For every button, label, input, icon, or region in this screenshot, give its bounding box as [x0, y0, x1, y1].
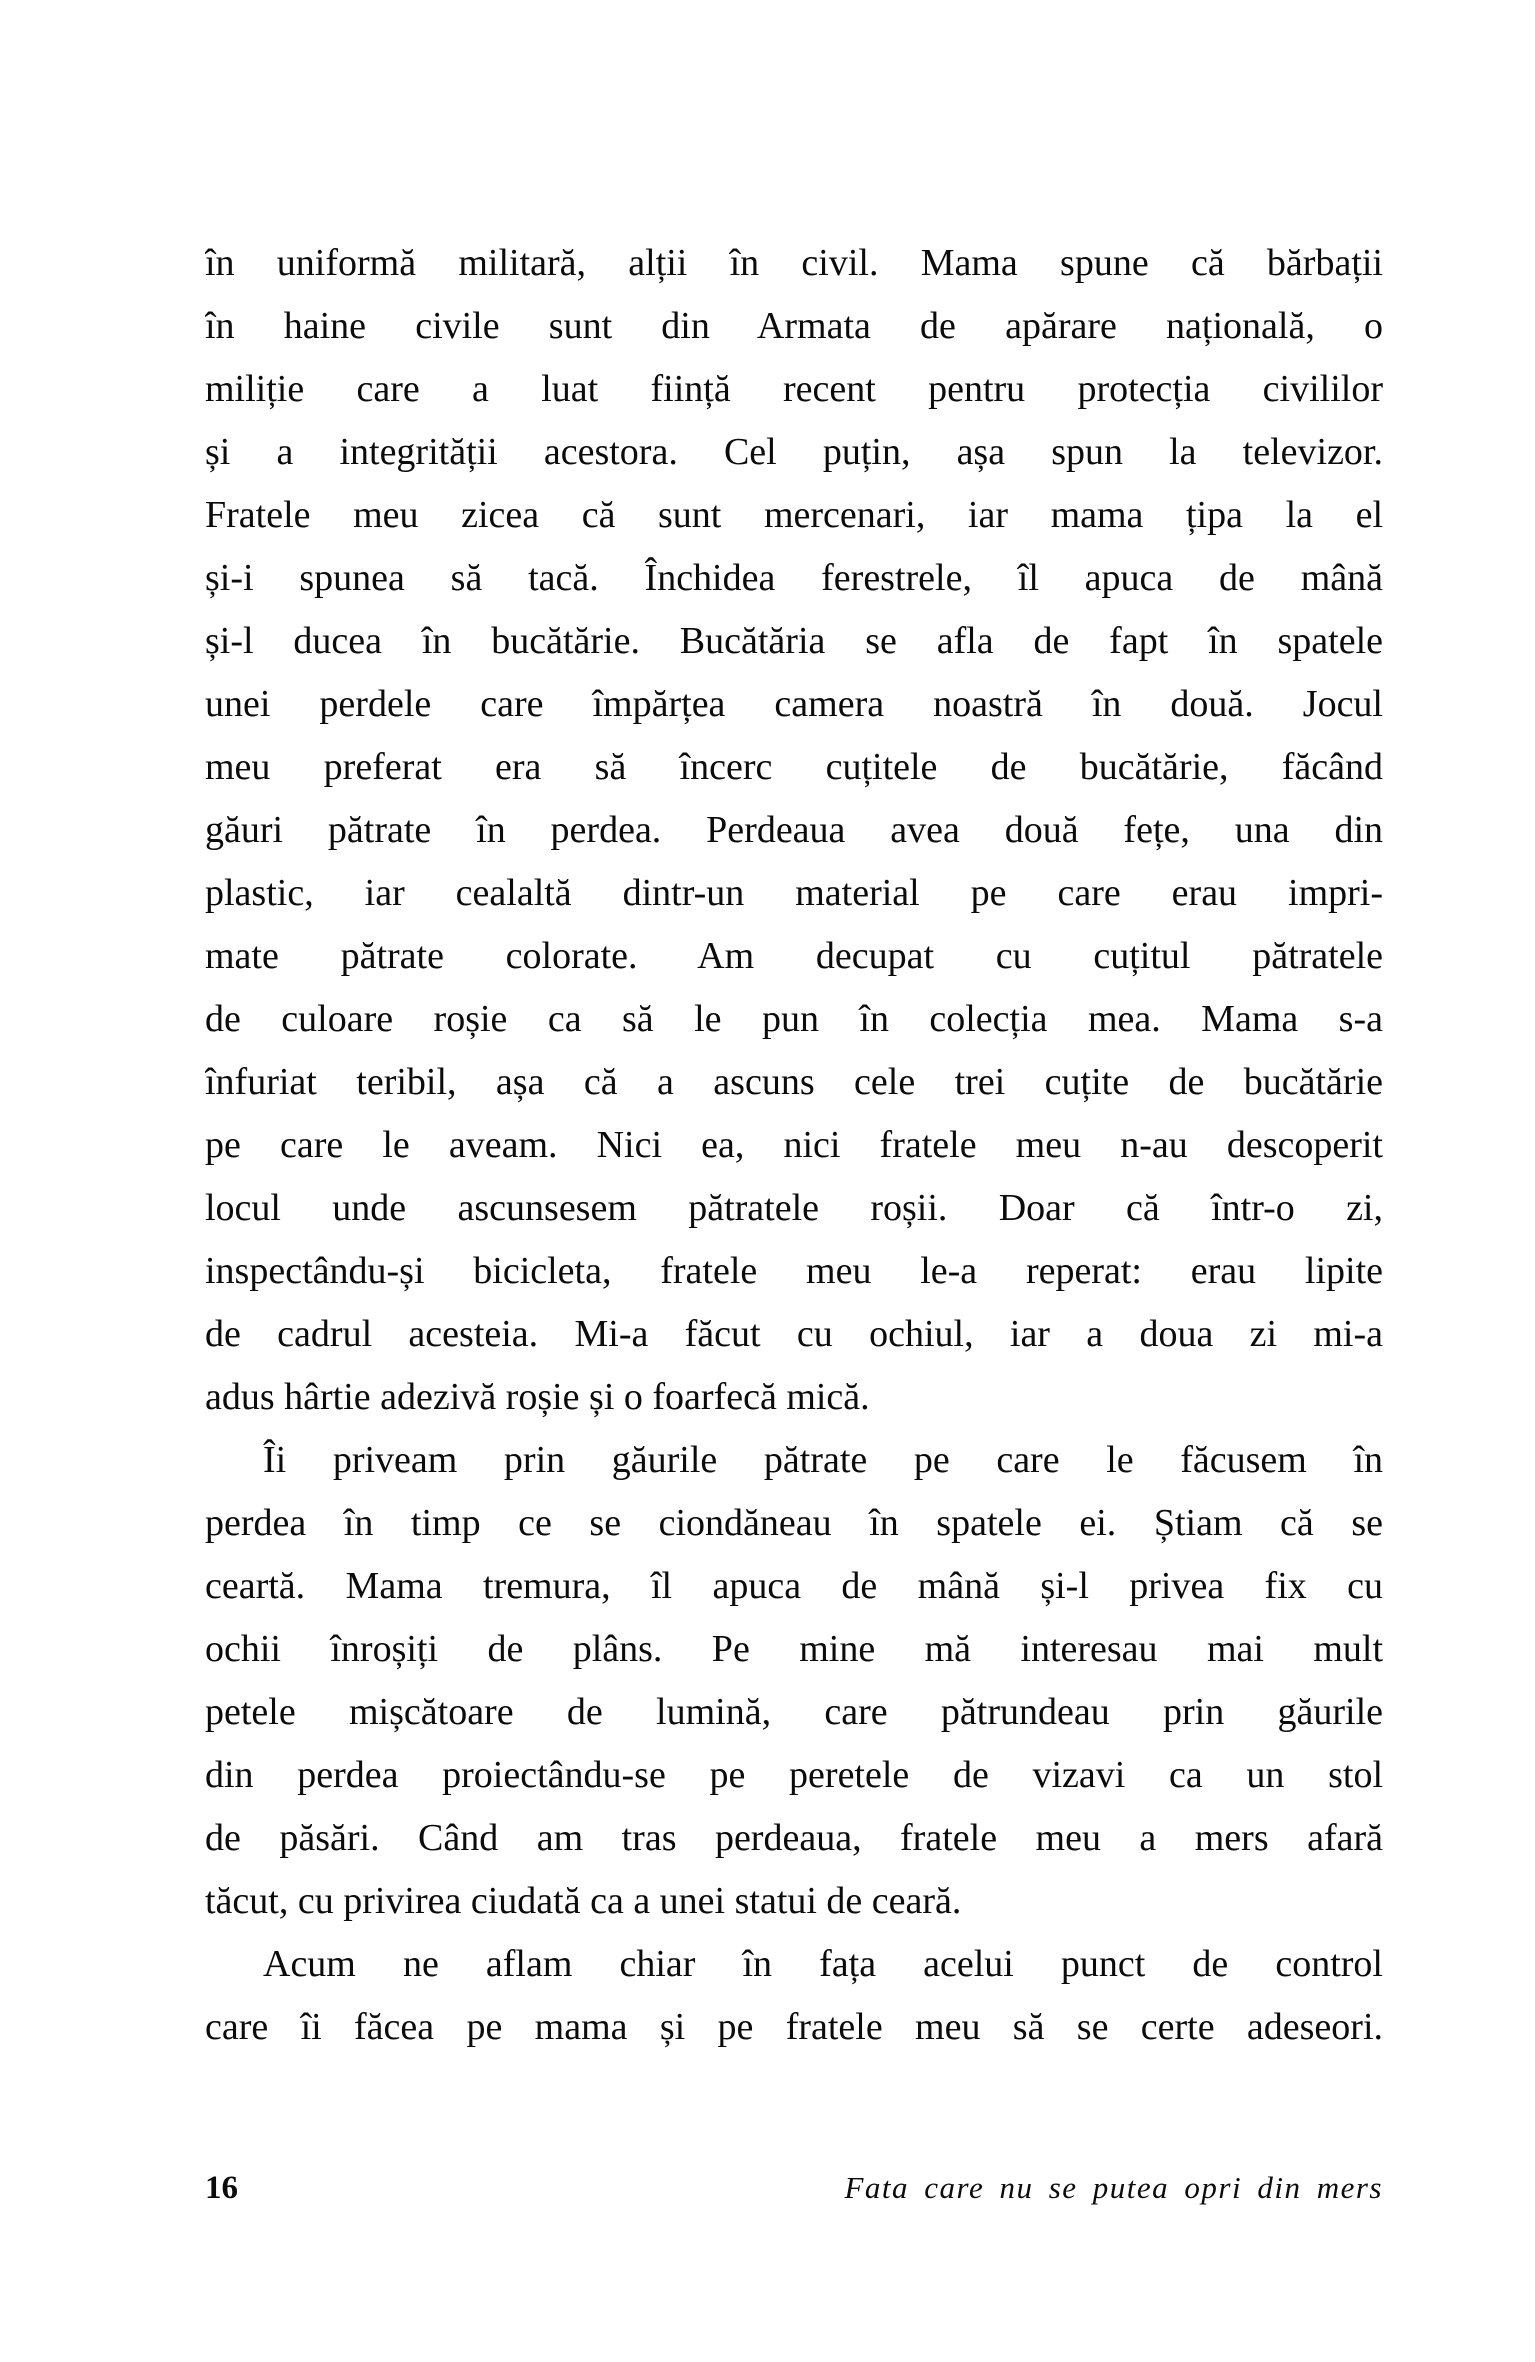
paragraph [205, 1429, 1383, 1933]
text-line: tăcut, cu privirea ciudată ca a unei statui de ceară. [205, 1880, 962, 1922]
text-block [205, 232, 1383, 2059]
page-number: 16 [205, 2170, 238, 2206]
text-line: adus hârtie adezivă roșie și o foarfecă mică. [205, 1376, 870, 1418]
text-line: Fratele meu zicea că sunt mercenari, iar mama țipa la el [205, 494, 1383, 536]
text-line: înfuriat teribil, așa că a ascuns cele trei cuțite de bucătărie [205, 1061, 1383, 1103]
text-line: și-l ducea în bucătărie. Bucătăria se afla de fapt în spatele [205, 620, 1383, 662]
text-line: găuri pătrate în perdea. Perdeaua avea două fețe, una din [205, 809, 1383, 851]
text-line: inspectându-și bicicleta, fratele meu le-a reperat: erau lipite [205, 1250, 1383, 1292]
text-line: de cadrul acesteia. Mi-a făcut cu ochiul, iar a doua zi mi-a [205, 1313, 1383, 1355]
text-line: Îi priveam prin găurile pătrate pe care le făcusem în [263, 1439, 1383, 1481]
text-line: meu preferat era să încerc cuțitele de bucătărie, făcând [205, 746, 1383, 788]
text-line: petele mișcătoare de lumină, care pătrundeau prin găurile [205, 1691, 1383, 1733]
text-line: ochii înroșiți de plâns. Pe mine mă interesau mai mult [205, 1628, 1383, 1670]
text-line: și-i spunea să tacă. Închidea ferestrele, îl apuca de mână [205, 557, 1383, 599]
text-line: și a integrității acestora. Cel puțin, așa spun la televizor. [205, 431, 1383, 473]
text-line: mate pătrate colorate. Am decupat cu cuțitul pătratele [205, 935, 1383, 977]
text-line: de păsări. Când am tras perdeaua, fratele meu a mers afară [205, 1817, 1383, 1859]
text-line: în uniformă militară, alții în civil. Mama spune că bărbații [205, 242, 1383, 284]
running-title: Fata care nu se putea opri din mers [844, 2170, 1383, 2205]
paragraph [205, 1933, 1383, 2059]
paragraph [205, 232, 1383, 1429]
text-line: Acum ne aflam chiar în fața acelui punct de control [263, 1943, 1383, 1985]
text-line: plastic, iar cealaltă dintr-un material pe care erau impri- [205, 872, 1383, 914]
text-line: din perdea proiectându-se pe peretele de vizavi ca un stol [205, 1754, 1383, 1796]
text-line: perdea în timp ce se ciondăneau în spatele ei. Știam că se [205, 1502, 1383, 1544]
text-line: miliție care a luat ființă recent pentru protecția civililor [205, 368, 1383, 410]
text-line: pe care le aveam. Nici ea, nici fratele meu n-au descoperit [205, 1124, 1383, 1166]
text-line: care îi făcea pe mama și pe fratele meu să se certe adeseori. [205, 2006, 1383, 2048]
text-line: de culoare roșie ca să le pun în colecția mea. Mama s-a [205, 998, 1383, 1040]
text-line: unei perdele care împărțea camera noastră în două. Jocul [205, 683, 1383, 725]
text-line: ceartă. Mama tremura, îl apuca de mână și-l privea fix cu [205, 1565, 1383, 1607]
text-line: în haine civile sunt din Armata de apărare națională, o [205, 305, 1383, 347]
text-line: locul unde ascunsesem pătratele roșii. Doar că într-o zi, [205, 1187, 1383, 1229]
page-footer [205, 2168, 1383, 2208]
